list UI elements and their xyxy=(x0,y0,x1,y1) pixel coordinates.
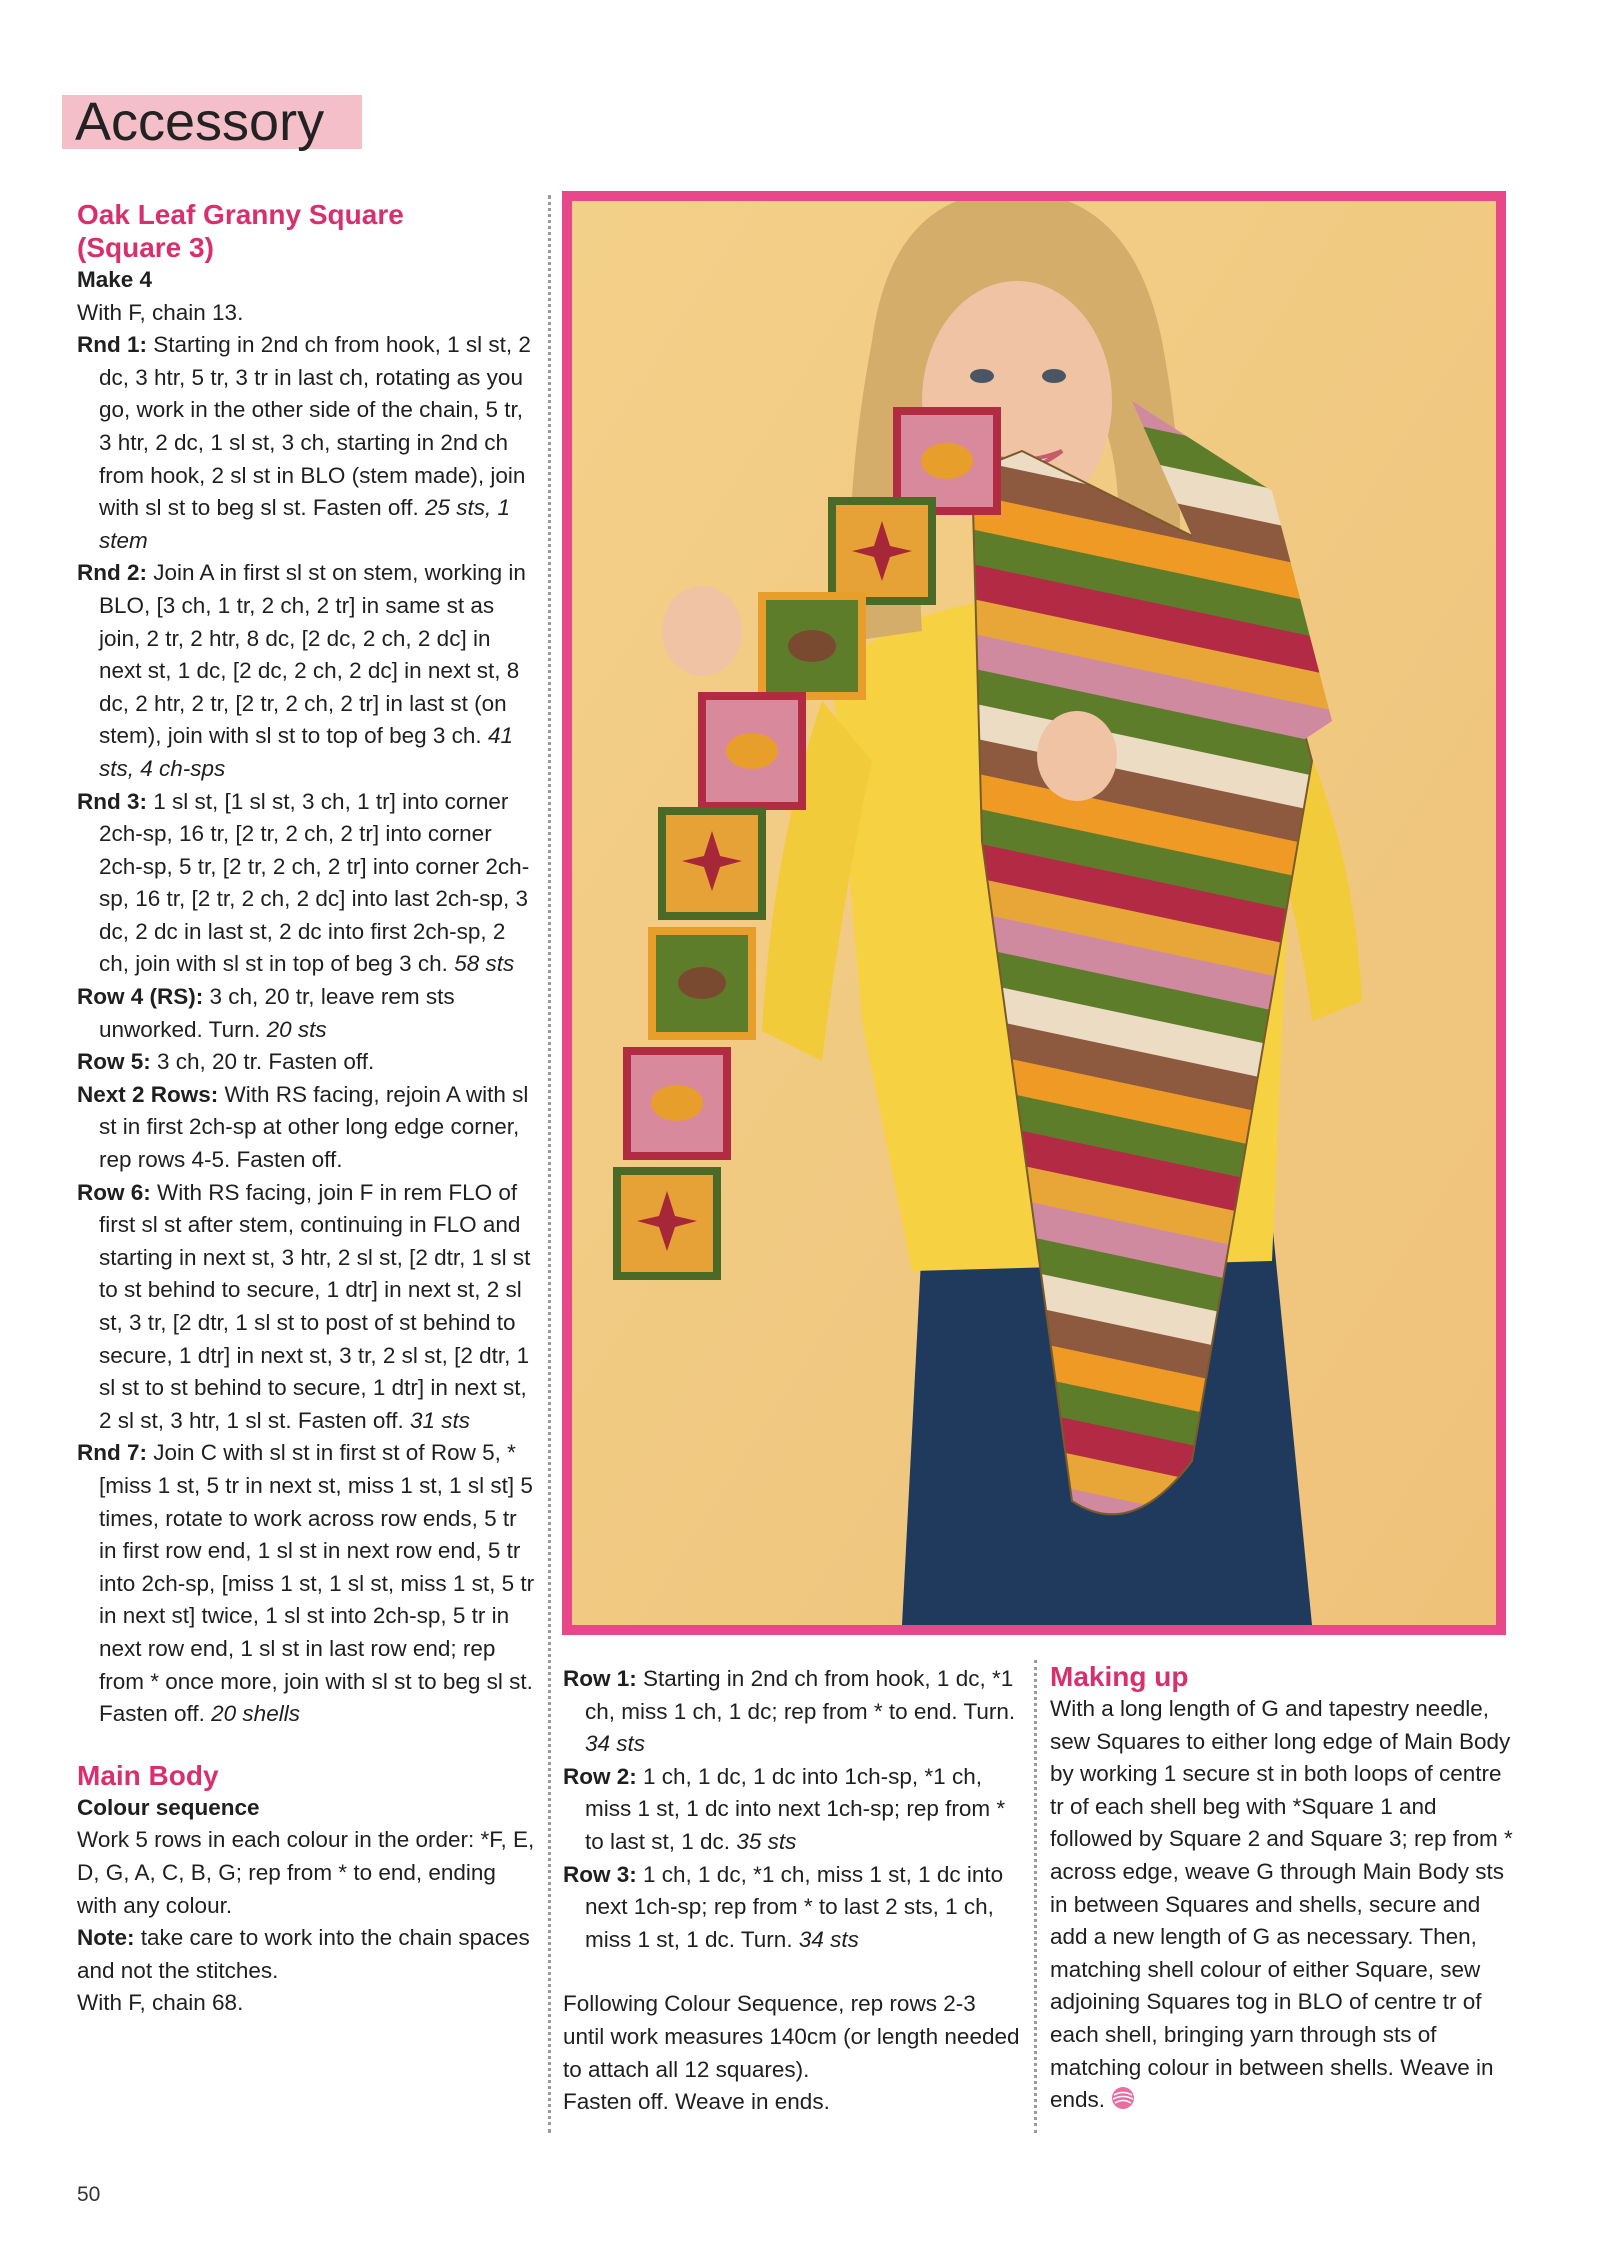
step-label: Row 5: xyxy=(77,1049,151,1075)
stitch-count: 35 sts xyxy=(736,1828,797,1854)
making-up-paragraph xyxy=(1050,1693,1520,2120)
step-text: Starting in 2nd ch from hook, 1 dc, *1 ch, miss 1 ch, 1 dc; rep from * to end. Turn. xyxy=(585,1666,1016,1724)
step-text: Starting in 2nd ch from hook, 1 sl st, 2 dc, 3 htr, 5 tr, 3 tr in last ch, rotating as you go, work in the other side of the chain, 5 tr, 3 htr, 2 dc, 1 sl st, 3 ch, starting in 2nd ch from hook, 2 sl st in BLO (stem made), join with sl st to beg sl st. Fasten off. xyxy=(99,332,531,521)
column-divider-right xyxy=(1034,1660,1037,2133)
scarf-photo xyxy=(572,201,1496,1625)
step-label: Row 2: xyxy=(563,1763,637,1789)
step-text: 1 ch, 1 dc, *1 ch, miss 1 st, 1 dc into next 1ch-sp; rep from * to last 2 sts, 1 ch, miss 1 st, 1 dc. Turn. xyxy=(585,1861,1004,1952)
step-label: Row 4 (RS): xyxy=(77,984,204,1010)
making-up-text: With a long length of G and tapestry needle, sew Squares to either long edge of Main Body by working 1 secure st in both loops of centre tr of each shell beg with *Square 1 and followed by Square 2 and Square 3; rep from * across edge, weave G through Main Body sts in between Squares and shells, secure and add a new length of G as necessary. Then, matching shell colour of either Square, sew adjoining Squares tog in BLO of centre tr of each shell, bringing yarn through sts of matching colour in between shells. Weave in ends. xyxy=(1050,1696,1513,2113)
spacer xyxy=(563,1956,1023,1988)
instruction-step xyxy=(563,1663,1023,1761)
colour-sequence-text: Work 5 rows in each colour in the order: *F, E, D, G, A, C, B, G; rep from * to end, ending with any colour. xyxy=(77,1827,535,1918)
finish-instruction: Fasten off. Weave in ends. xyxy=(563,2089,830,2115)
step-text: 3 ch, 20 tr. Fasten off. xyxy=(150,1049,375,1075)
step-label: Row 1: xyxy=(563,1666,637,1691)
square3-start: With F, chain 13. xyxy=(77,299,244,325)
instruction-step xyxy=(77,981,537,1046)
instruction-step xyxy=(77,1437,537,1730)
column-middle xyxy=(563,1663,1023,2119)
step-label: Rnd 3: xyxy=(77,788,147,814)
instruction-step xyxy=(77,557,537,785)
stitch-count: 25 sts, 1 stem xyxy=(99,495,511,553)
step-text: 3 ch, 20 tr, leave rem sts unworked. Turn. xyxy=(99,984,455,1042)
step-text: Join C with sl st in first st of Row 5, *[miss 1 st, 5 tr in next st, miss 1 st, 1 sl st] 5 times, rotate to work across row ends, 5 tr in first row end, 1 sl st in next row end, 5 tr into 2ch-sp, [miss 1 st, 1 sl st, miss 1 st, 5 tr in next st] twice, 1 sl st into 2ch-sp, 5 tr in next row end, 1 sl st in last row end; rep from * once more, join with sl st to beg sl st. Fasten off. xyxy=(99,1440,535,1727)
note-text: take care to work into the chain spaces and not the stitches. xyxy=(77,1925,530,1983)
yarn-ball-icon xyxy=(1111,2086,1135,2120)
step-text: 1 ch, 1 dc, 1 dc into 1ch-sp, *1 ch, miss 1 st, 1 dc into next 1ch-sp; rep from * to last st, 1 dc. xyxy=(585,1763,1006,1854)
instruction-step xyxy=(77,1177,537,1438)
step-label: Rnd 7: xyxy=(77,1440,147,1466)
step-text: 1 sl st, [1 sl st, 3 ch, 1 tr] into corner 2ch-sp, 16 tr, [2 tr, 2 ch, 2 tr] into corner 2ch-sp, 5 tr, [2 tr, 2 ch, 2 tr] into corner 2ch-sp, 16 tr, [2 tr, 2 ch, 2 dc] into last 2ch-sp, 3 dc, 2 dc in last st, 2 dc into first 2ch-sp, 2 ch, join with sl st in top of beg 3 ch. xyxy=(99,788,530,977)
making-up-title: Making up xyxy=(1050,1661,1189,1692)
repeat-instruction: Following Colour Sequence, rep rows 2-3 until work measures 140cm (or length needed to attach all 12 squares). xyxy=(563,1991,1020,2082)
square3-title-line1: Oak Leaf Granny Square xyxy=(77,199,404,230)
instruction-step xyxy=(563,1761,1023,1859)
instruction-step xyxy=(77,1046,537,1079)
step-label: Next 2 Rows: xyxy=(77,1081,219,1107)
note-paragraph xyxy=(77,1922,537,1987)
colour-sequence-heading: Colour sequence xyxy=(77,1794,260,1820)
instruction-step xyxy=(563,1859,1023,1957)
step-label: Row 3: xyxy=(563,1861,637,1887)
page-number: 50 xyxy=(77,2183,101,2206)
main-body-title: Main Body xyxy=(77,1759,219,1791)
note-label: Note: xyxy=(77,1925,135,1951)
stitch-count: 34 sts xyxy=(798,1926,859,1952)
square3-steps xyxy=(77,329,537,1731)
column-left xyxy=(77,198,537,2020)
step-text: Join A in first sl st on stem, working in BLO, [3 ch, 1 tr, 2 ch, 2 tr] in same st as join, 2 tr, 2 htr, 8 dc, [2 dc, 2 ch, 2 dc] in next st, 1 dc, [2 dc, 2 ch, 2 dc] in next st, 8 dc, 2 htr, 2 tr, [2 tr, 2 ch, 2 tr] in last st (on stem), join with sl st to top of beg 3 ch. xyxy=(99,560,526,749)
instruction-step xyxy=(77,786,537,982)
instruction-step xyxy=(77,1079,537,1177)
stitch-count: 20 shells xyxy=(211,1701,300,1727)
stitch-count: 34 sts xyxy=(585,1731,646,1757)
step-label: Row 6: xyxy=(77,1179,151,1205)
main-body-steps xyxy=(563,1663,1023,1956)
stitch-count: 31 sts xyxy=(409,1407,470,1433)
stitch-count: 58 sts xyxy=(454,951,515,977)
square3-title-line2: (Square 3) xyxy=(77,232,214,263)
step-text: With RS facing, join F in rem FLO of first sl st after stem, continuing in FLO and starting in next st, 3 htr, 2 sl st, [2 dtr, 1 sl st to st behind to secure, 1 dtr] in next st, 2 sl st, 3 tr, [2 dtr, 1 sl st to post of st behind to secure, 1 dtr] in next st, 3 tr, 2 sl st, [2 dtr, 1 sl st to st behind to secure, 1 dtr] in next st, 2 sl st, 3 htr, 1 sl st. Fasten off. xyxy=(99,1179,531,1433)
instruction-step xyxy=(77,329,537,557)
stitch-count: 41 sts, 4 ch-sps xyxy=(99,723,513,781)
step-label: Rnd 1: xyxy=(77,332,147,358)
column-right xyxy=(1050,1663,1520,2120)
make-count: Make 4 xyxy=(77,267,153,292)
step-label: Rnd 2: xyxy=(77,560,147,586)
column-divider-left xyxy=(548,195,551,2133)
photo-frame xyxy=(562,191,1506,1635)
section-title: Accessory xyxy=(75,92,325,152)
section-tag xyxy=(62,92,362,152)
main-body-start: With F, chain 68. xyxy=(77,1990,244,2016)
stitch-count: 20 sts xyxy=(266,1016,327,1042)
step-text: With RS facing, rejoin A with sl st in first 2ch-sp at other long edge corner, rep rows 4-5. Fasten off. xyxy=(99,1081,529,1173)
